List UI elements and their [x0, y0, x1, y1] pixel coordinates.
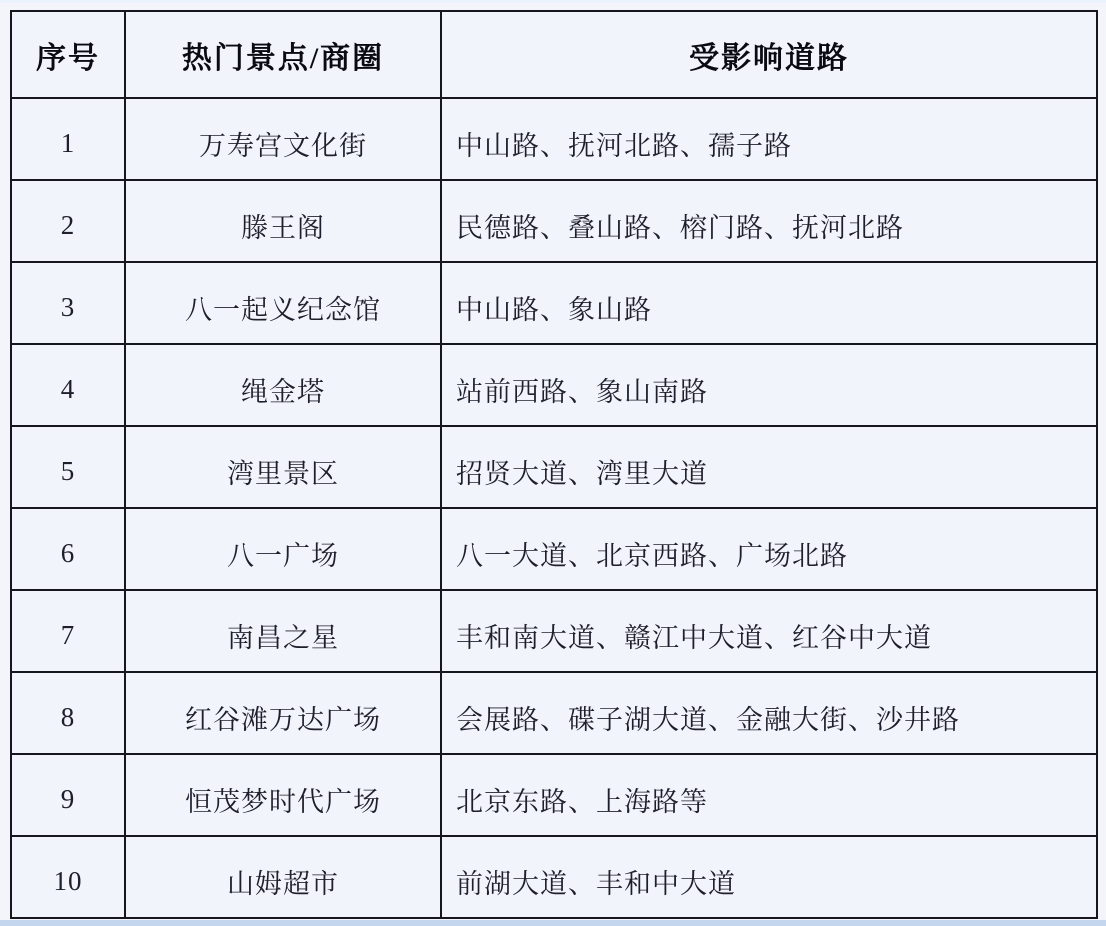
table-row: [11, 180, 1097, 262]
row-roads-list: 丰和南大道、赣江中大道、红谷中大道: [441, 590, 1097, 672]
table-row: [11, 590, 1097, 672]
row-roads-list: 站前西路、象山南路: [441, 344, 1097, 426]
row-index: 4: [11, 344, 125, 426]
header-row: [11, 11, 1097, 98]
row-spot-name: 恒茂梦时代广场: [125, 754, 441, 836]
row-index: 3: [11, 262, 125, 344]
table-row: [11, 508, 1097, 590]
top-edge-strip: [0, 0, 1106, 3]
header-roads: 受影响道路: [441, 11, 1097, 98]
row-roads-list: 八一大道、北京西路、广场北路: [441, 508, 1097, 590]
table-row: [11, 98, 1097, 180]
table-row: [11, 344, 1097, 426]
row-roads-list: 前湖大道、丰和中大道: [441, 836, 1097, 918]
table-row: [11, 836, 1097, 918]
table-row: [11, 672, 1097, 754]
table-row: [11, 754, 1097, 836]
row-index: 7: [11, 590, 125, 672]
row-spot-name: 八一广场: [125, 508, 441, 590]
row-index: 1: [11, 98, 125, 180]
row-index: 6: [11, 508, 125, 590]
row-spot-name: 滕王阁: [125, 180, 441, 262]
row-spot-name: 南昌之星: [125, 590, 441, 672]
row-index: 8: [11, 672, 125, 754]
row-roads-list: 民德路、叠山路、榕门路、抚河北路: [441, 180, 1097, 262]
bottom-edge-strip: [0, 920, 1106, 926]
row-spot-name: 绳金塔: [125, 344, 441, 426]
affected-roads-table: [10, 10, 1098, 919]
row-index: 10: [11, 836, 125, 918]
row-roads-list: 中山路、象山路: [441, 262, 1097, 344]
table-row: [11, 426, 1097, 508]
header-spot: 热门景点/商圈: [125, 11, 441, 98]
row-spot-name: 山姆超市: [125, 836, 441, 918]
row-spot-name: 八一起义纪念馆: [125, 262, 441, 344]
table-row: [11, 262, 1097, 344]
table-body: [11, 98, 1097, 918]
table-header: [11, 11, 1097, 98]
row-index: 5: [11, 426, 125, 508]
row-index: 2: [11, 180, 125, 262]
row-spot-name: 红谷滩万达广场: [125, 672, 441, 754]
header-index: 序号: [11, 11, 125, 98]
row-spot-name: 湾里景区: [125, 426, 441, 508]
row-roads-list: 招贤大道、湾里大道: [441, 426, 1097, 508]
row-index: 9: [11, 754, 125, 836]
row-roads-list: 会展路、碟子湖大道、金融大街、沙井路: [441, 672, 1097, 754]
row-roads-list: 北京东路、上海路等: [441, 754, 1097, 836]
row-roads-list: 中山路、抚河北路、孺子路: [441, 98, 1097, 180]
row-spot-name: 万寿宫文化街: [125, 98, 441, 180]
